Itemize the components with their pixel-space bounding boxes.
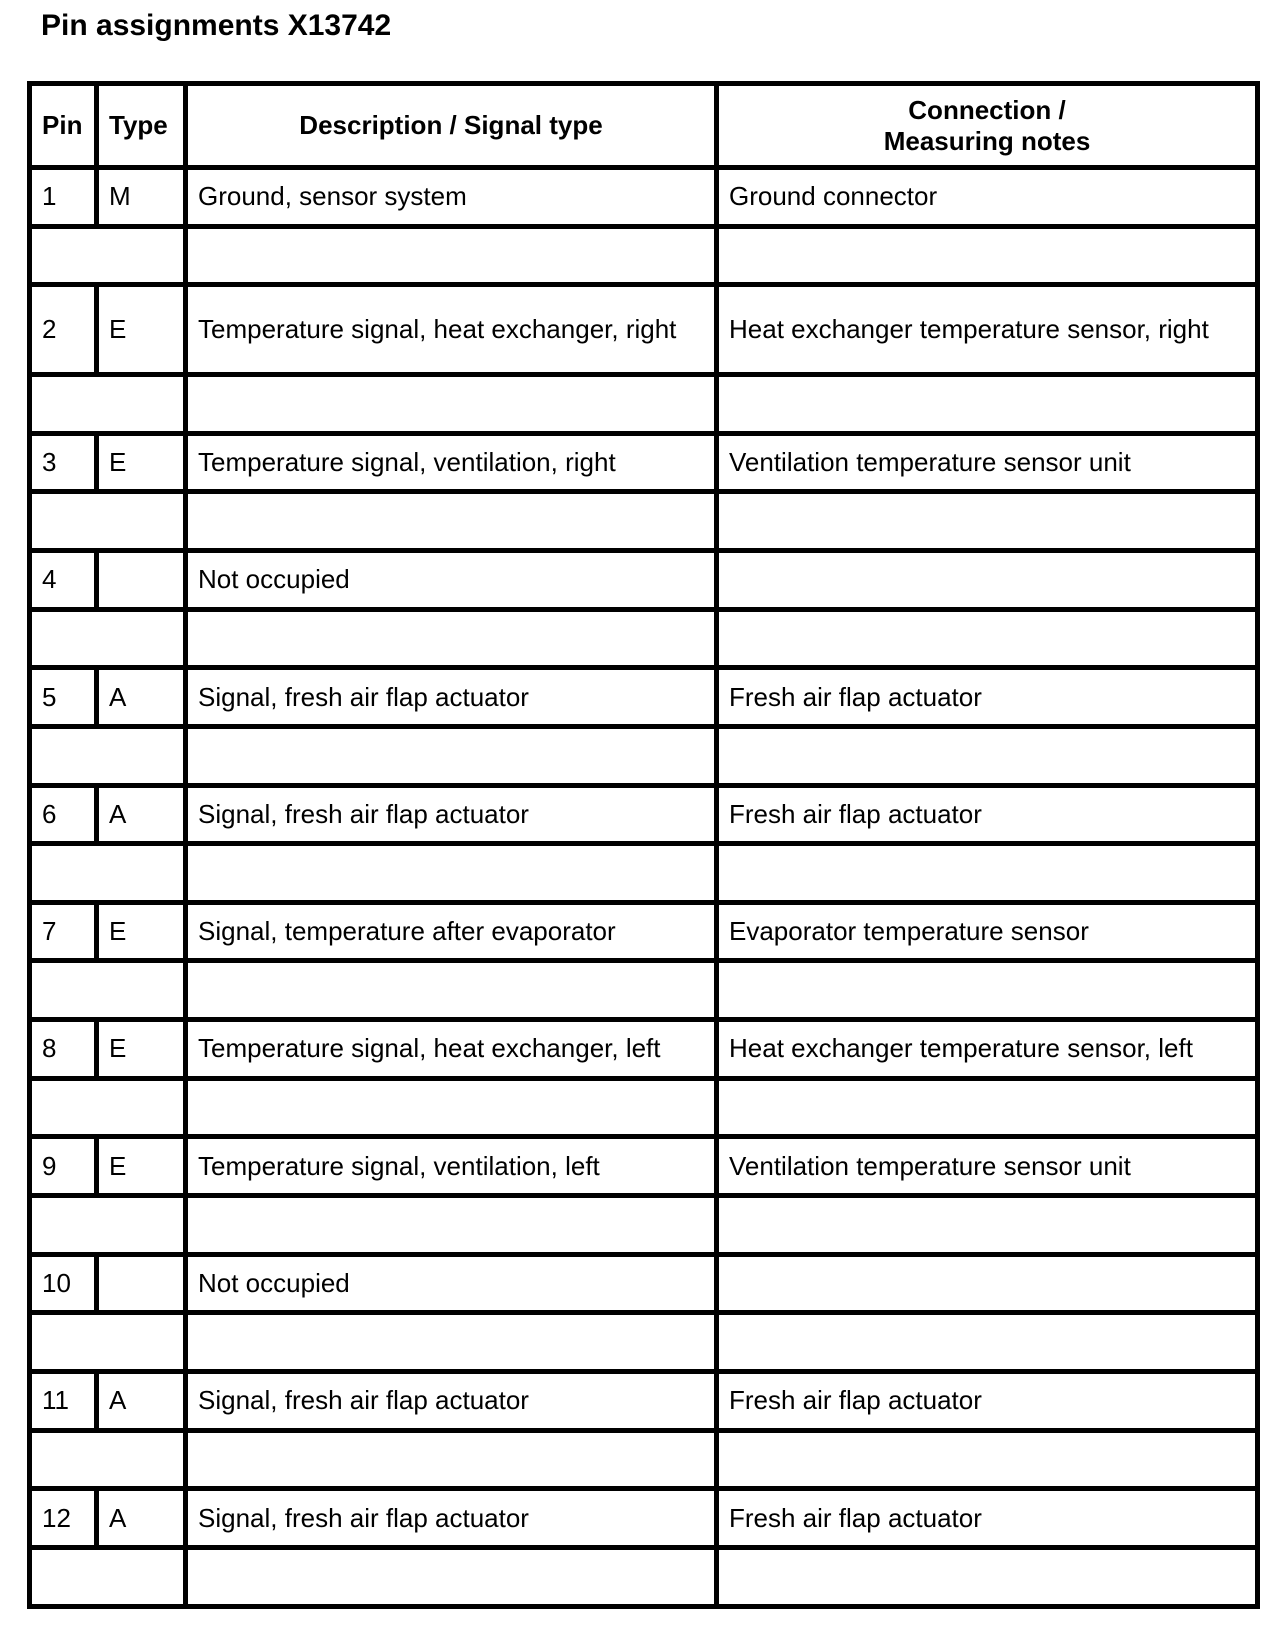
- column-header-connection-line2: Measuring notes: [883, 125, 1091, 156]
- spacer-cell: [717, 609, 1258, 668]
- spacer-cell: [30, 609, 186, 668]
- spacer-cell: [186, 226, 717, 285]
- connection-cell: Fresh air flap actuator: [717, 668, 1258, 727]
- connection-cell: [717, 550, 1258, 609]
- page-title: Pin assignments X13742: [41, 9, 392, 42]
- spacer-row: [30, 1548, 1258, 1607]
- type-cell: E: [97, 1137, 186, 1196]
- spacer-cell: [717, 726, 1258, 785]
- spacer-cell: [186, 1548, 717, 1607]
- spacer-row: [30, 609, 1258, 668]
- spacer-cell: [717, 961, 1258, 1020]
- connection-cell: Fresh air flap actuator: [717, 785, 1258, 844]
- spacer-cell: [717, 1078, 1258, 1137]
- table-row: [30, 168, 1258, 227]
- table-row: [30, 1137, 1258, 1196]
- table-row: [30, 1020, 1258, 1079]
- table-row: [30, 668, 1258, 727]
- pin-cell: 6: [30, 785, 97, 844]
- table-row: [30, 1254, 1258, 1313]
- spacer-cell: [717, 1548, 1258, 1607]
- connection-cell: Fresh air flap actuator: [717, 1372, 1258, 1431]
- table-row: [30, 433, 1258, 492]
- table-row: [30, 1372, 1258, 1431]
- table-row: [30, 785, 1258, 844]
- spacer-cell: [30, 1548, 186, 1607]
- description-cell: Signal, fresh air flap actuator: [186, 668, 717, 727]
- spacer-row: [30, 961, 1258, 1020]
- type-cell: [97, 1254, 186, 1313]
- spacer-cell: [30, 1196, 186, 1255]
- connection-cell: Evaporator temperature sensor: [717, 902, 1258, 961]
- column-header-description: Description / Signal type: [186, 84, 717, 168]
- spacer-row: [30, 1196, 1258, 1255]
- spacer-cell: [30, 1430, 186, 1489]
- spacer-cell: [30, 374, 186, 433]
- spacer-cell: [30, 1313, 186, 1372]
- description-cell: Not occupied: [186, 1254, 717, 1313]
- connection-cell: Fresh air flap actuator: [717, 1489, 1258, 1548]
- spacer-cell: [186, 844, 717, 903]
- connection-cell: Heat exchanger temperature sensor, right: [717, 285, 1258, 375]
- spacer-row: [30, 1430, 1258, 1489]
- type-cell: A: [97, 1372, 186, 1431]
- pin-cell: 8: [30, 1020, 97, 1079]
- connection-cell: Heat exchanger temperature sensor, left: [717, 1020, 1258, 1079]
- spacer-row: [30, 726, 1258, 785]
- pin-cell: 4: [30, 550, 97, 609]
- connection-cell: Ventilation temperature sensor unit: [717, 433, 1258, 492]
- spacer-cell: [30, 726, 186, 785]
- table-row: [30, 285, 1258, 375]
- spacer-cell: [186, 1196, 717, 1255]
- spacer-cell: [717, 1196, 1258, 1255]
- table-header-row: [30, 84, 1258, 168]
- type-cell: E: [97, 433, 186, 492]
- spacer-row: [30, 1313, 1258, 1372]
- table-row: [30, 550, 1258, 609]
- spacer-cell: [186, 609, 717, 668]
- spacer-row: [30, 492, 1258, 551]
- spacer-cell: [717, 374, 1258, 433]
- pin-cell: 10: [30, 1254, 97, 1313]
- spacer-cell: [186, 726, 717, 785]
- connection-cell: Ground connector: [717, 168, 1258, 227]
- column-header-connection-line1: Connection /: [908, 94, 1066, 125]
- spacer-row: [30, 1078, 1258, 1137]
- spacer-cell: [717, 1313, 1258, 1372]
- pin-cell: 9: [30, 1137, 97, 1196]
- pin-assignment-table: [27, 81, 1260, 1609]
- type-cell: E: [97, 902, 186, 961]
- spacer-cell: [186, 1078, 717, 1137]
- pin-cell: 12: [30, 1489, 97, 1548]
- spacer-row: [30, 374, 1258, 433]
- description-cell: Temperature signal, ventilation, left: [186, 1137, 717, 1196]
- description-cell: Signal, fresh air flap actuator: [186, 785, 717, 844]
- pin-cell: 11: [30, 1372, 97, 1431]
- type-cell: E: [97, 285, 186, 375]
- spacer-cell: [186, 1430, 717, 1489]
- type-cell: A: [97, 668, 186, 727]
- spacer-row: [30, 226, 1258, 285]
- spacer-cell: [717, 492, 1258, 551]
- connection-cell: [717, 1254, 1258, 1313]
- type-cell: M: [97, 168, 186, 227]
- description-cell: Temperature signal, heat exchanger, left: [186, 1020, 717, 1079]
- spacer-cell: [30, 844, 186, 903]
- pin-cell: 7: [30, 902, 97, 961]
- spacer-cell: [30, 492, 186, 551]
- description-cell: Signal, fresh air flap actuator: [186, 1372, 717, 1431]
- spacer-cell: [186, 492, 717, 551]
- table-body: [30, 168, 1258, 1607]
- pin-cell: 1: [30, 168, 97, 227]
- table-row: [30, 902, 1258, 961]
- spacer-cell: [186, 1313, 717, 1372]
- description-cell: Signal, temperature after evaporator: [186, 902, 717, 961]
- spacer-cell: [186, 374, 717, 433]
- pin-cell: 3: [30, 433, 97, 492]
- description-cell: Not occupied: [186, 550, 717, 609]
- table-row: [30, 1489, 1258, 1548]
- column-header-connection: [717, 84, 1258, 168]
- spacer-cell: [717, 226, 1258, 285]
- type-cell: E: [97, 1020, 186, 1079]
- type-cell: [97, 550, 186, 609]
- description-cell: Signal, fresh air flap actuator: [186, 1489, 717, 1548]
- pin-cell: 5: [30, 668, 97, 727]
- pin-cell: 2: [30, 285, 97, 375]
- column-header-type: Type: [97, 84, 186, 168]
- type-cell: A: [97, 1489, 186, 1548]
- description-cell: Ground, sensor system: [186, 168, 717, 227]
- spacer-row: [30, 844, 1258, 903]
- spacer-cell: [186, 961, 717, 1020]
- spacer-cell: [30, 961, 186, 1020]
- spacer-cell: [717, 844, 1258, 903]
- spacer-cell: [30, 226, 186, 285]
- description-cell: Temperature signal, ventilation, right: [186, 433, 717, 492]
- spacer-cell: [30, 1078, 186, 1137]
- connection-cell: Ventilation temperature sensor unit: [717, 1137, 1258, 1196]
- description-cell: Temperature signal, heat exchanger, right: [186, 285, 717, 375]
- type-cell: A: [97, 785, 186, 844]
- spacer-cell: [717, 1430, 1258, 1489]
- column-header-pin: Pin: [30, 84, 97, 168]
